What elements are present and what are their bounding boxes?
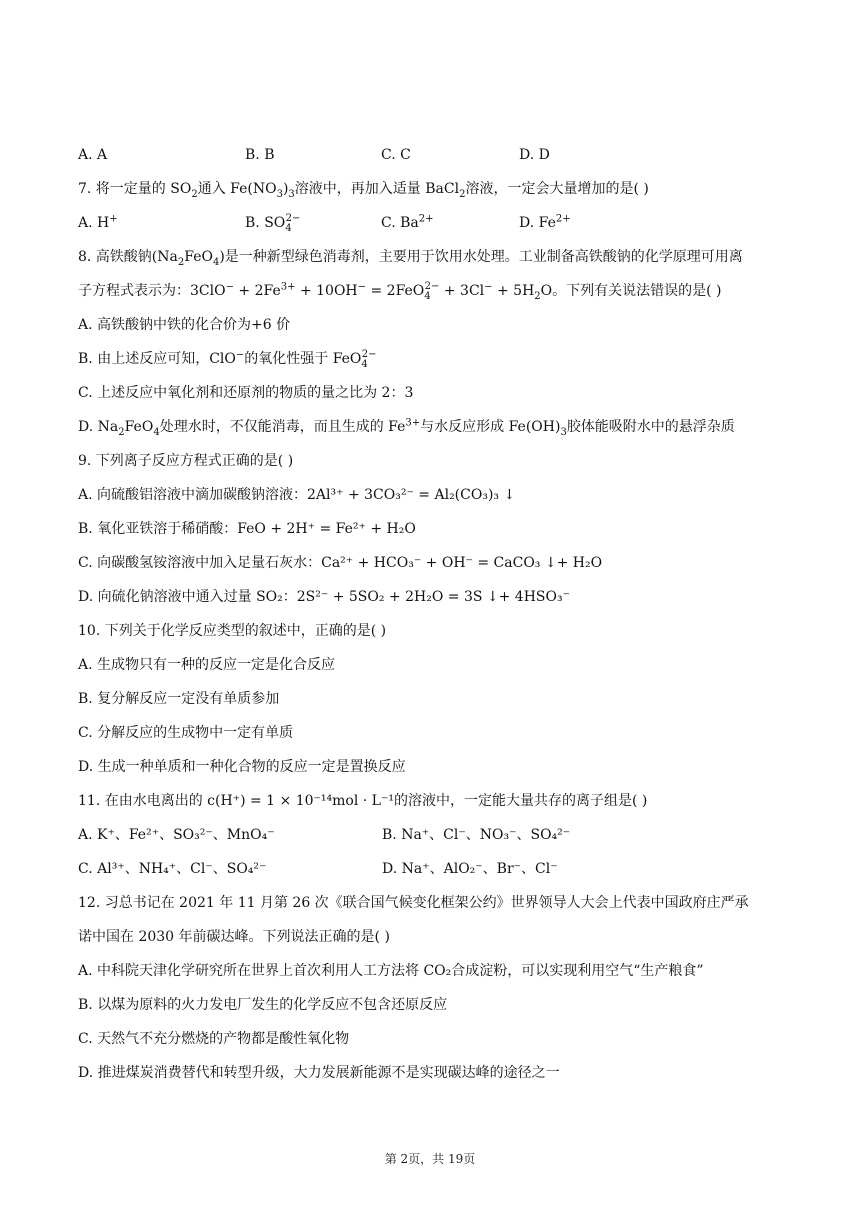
- q11-option-b: B. Na⁺、Cl⁻、NO₃⁻、SO₄²⁻: [382, 827, 571, 843]
- page-footer: 第 2页，共 19页: [384, 1152, 476, 1166]
- q9-option-a: A. 向硫酸铝溶液中滴加碳酸钠溶液：2Al³⁺ + 3CO₃²⁻ = Al₂(CO₃)₃ ↓: [78, 487, 516, 503]
- q12-option-b: B. 以煤为原料的火力发电厂发生的化学反应不包含还原反应: [78, 997, 448, 1013]
- q7-option-a: A. H+: [78, 213, 118, 231]
- q9-stem: 9. 下列离子反应方程式正确的是( ): [78, 453, 294, 469]
- q8-stem-line2: 子方程式表示为：$3ClO^- + 2Fe^{3+} + 10OH^- = 2FeO_4^{2-} + 3Cl^- + 5H_2O$。下列有关说法错误的是( ): [78, 281, 722, 302]
- q8-option-a: A. 高铁酸钠中铁的化合价为+6 价: [78, 317, 291, 333]
- q9-option-d: D. 向硫化钠溶液中通入过量 SO₂：2S²⁻ + 5SO₂ + 2H₂O = 3S ↓+ 4HSO₃⁻: [78, 589, 570, 605]
- q10-option-c: C. 分解反应的生成物中一定有单质: [78, 725, 294, 741]
- q8-stem-line1: 8. 高铁酸钠$(Na_2FeO_4)$是一种新型绿色消毒剂，主要用于饮用水处理。工业制备高铁酸钠的化学原理可用离: [78, 249, 743, 268]
- q12-stem-line2: 诺中国在 2030 年前碳达峰。下列说法正确的是( ): [78, 929, 390, 945]
- q8-option-d: D. $Na_2FeO_4$处理水时，不仅能消毒，而且生成的 $Fe^{3+}$与水反应形成 $Fe(OH)_3$胶体能吸附水中的悬浮杂质: [78, 417, 735, 438]
- q11-option-d: D. Na⁺、AlO₂⁻、Br⁻、Cl⁻: [382, 861, 558, 877]
- q11-option-c: C. Al³⁺、NH₄⁺、Cl⁻、SO₄²⁻: [78, 861, 267, 877]
- q10-stem: 10. 下列关于化学反应类型的叙述中，正确的是( ): [78, 623, 387, 639]
- q6-option-d: D. D: [519, 147, 550, 163]
- q7-option-d: D. $Fe^{2+}$: [519, 213, 571, 231]
- q8-option-c: C. 上述反应中氧化剂和还原剂的物质的量之比为 2：3: [78, 385, 414, 401]
- q6-option-c: C. C: [381, 147, 411, 163]
- q7-stem: 7. 将一定量的 $SO_2$通入 $Fe(NO_3)_3$溶液中，再加入适量 BaCl$_2$溶液，一定会大量增加的是( ): [78, 181, 649, 200]
- q12-option-a: A. 中科院天津化学研究所在世界上首次利用人工方法将 CO₂合成淀粉，可以实现利用空气“生产粮食”: [78, 963, 704, 979]
- q6-option-a: A. A: [78, 147, 108, 163]
- q11-option-a: A. K⁺、Fe²⁺、SO₃²⁻、MnO₄⁻: [78, 827, 275, 843]
- q11-stem: 11. 在由水电离出的 c(H⁺) = 1 × 10⁻¹⁴mol · L⁻¹的溶液中，一定能大量共存的离子组是( ): [78, 793, 648, 809]
- q9-option-b: B. 氧化亚铁溶于稀硝酸：FeO + 2H⁺ = Fe²⁺ + H₂O: [78, 521, 416, 537]
- q12-option-c: C. 天然气不充分燃烧的产物都是酸性氧化物: [78, 1031, 350, 1047]
- q6-option-b: B. B: [245, 147, 275, 163]
- q12-option-d: D. 推进煤炭消费替代和转型升级，大力发展新能源不是实现碳达峰的途径之一: [78, 1065, 560, 1081]
- q7-option-c: C. $Ba^{2+}$: [381, 213, 434, 231]
- q10-option-b: B. 复分解反应一定没有单质参加: [78, 691, 280, 707]
- q7-option-b: B. $SO_4^{2-}$: [245, 213, 301, 234]
- q10-option-a: A. 生成物只有一种的反应一定是化合反应: [78, 657, 336, 673]
- q9-option-c: C. 向碳酸氢铵溶液中加入足量石灰水：Ca²⁺ + HCO₃⁻ + OH⁻ = CaCO₃ ↓+ H₂O: [78, 555, 603, 571]
- q12-stem-line1: 12. 习总书记在 2021 年 11 月第 26 次《联合国气候变化框架公约》世界领导人大会上代表中国政府庄严承: [78, 895, 749, 911]
- q10-option-d: D. 生成一种单质和一种化合物的反应一定是置换反应: [78, 759, 406, 775]
- q8-option-b: B. 由上述反应可知，ClO−的氧化性强于 FeO$_4^{2-}$: [78, 349, 377, 370]
